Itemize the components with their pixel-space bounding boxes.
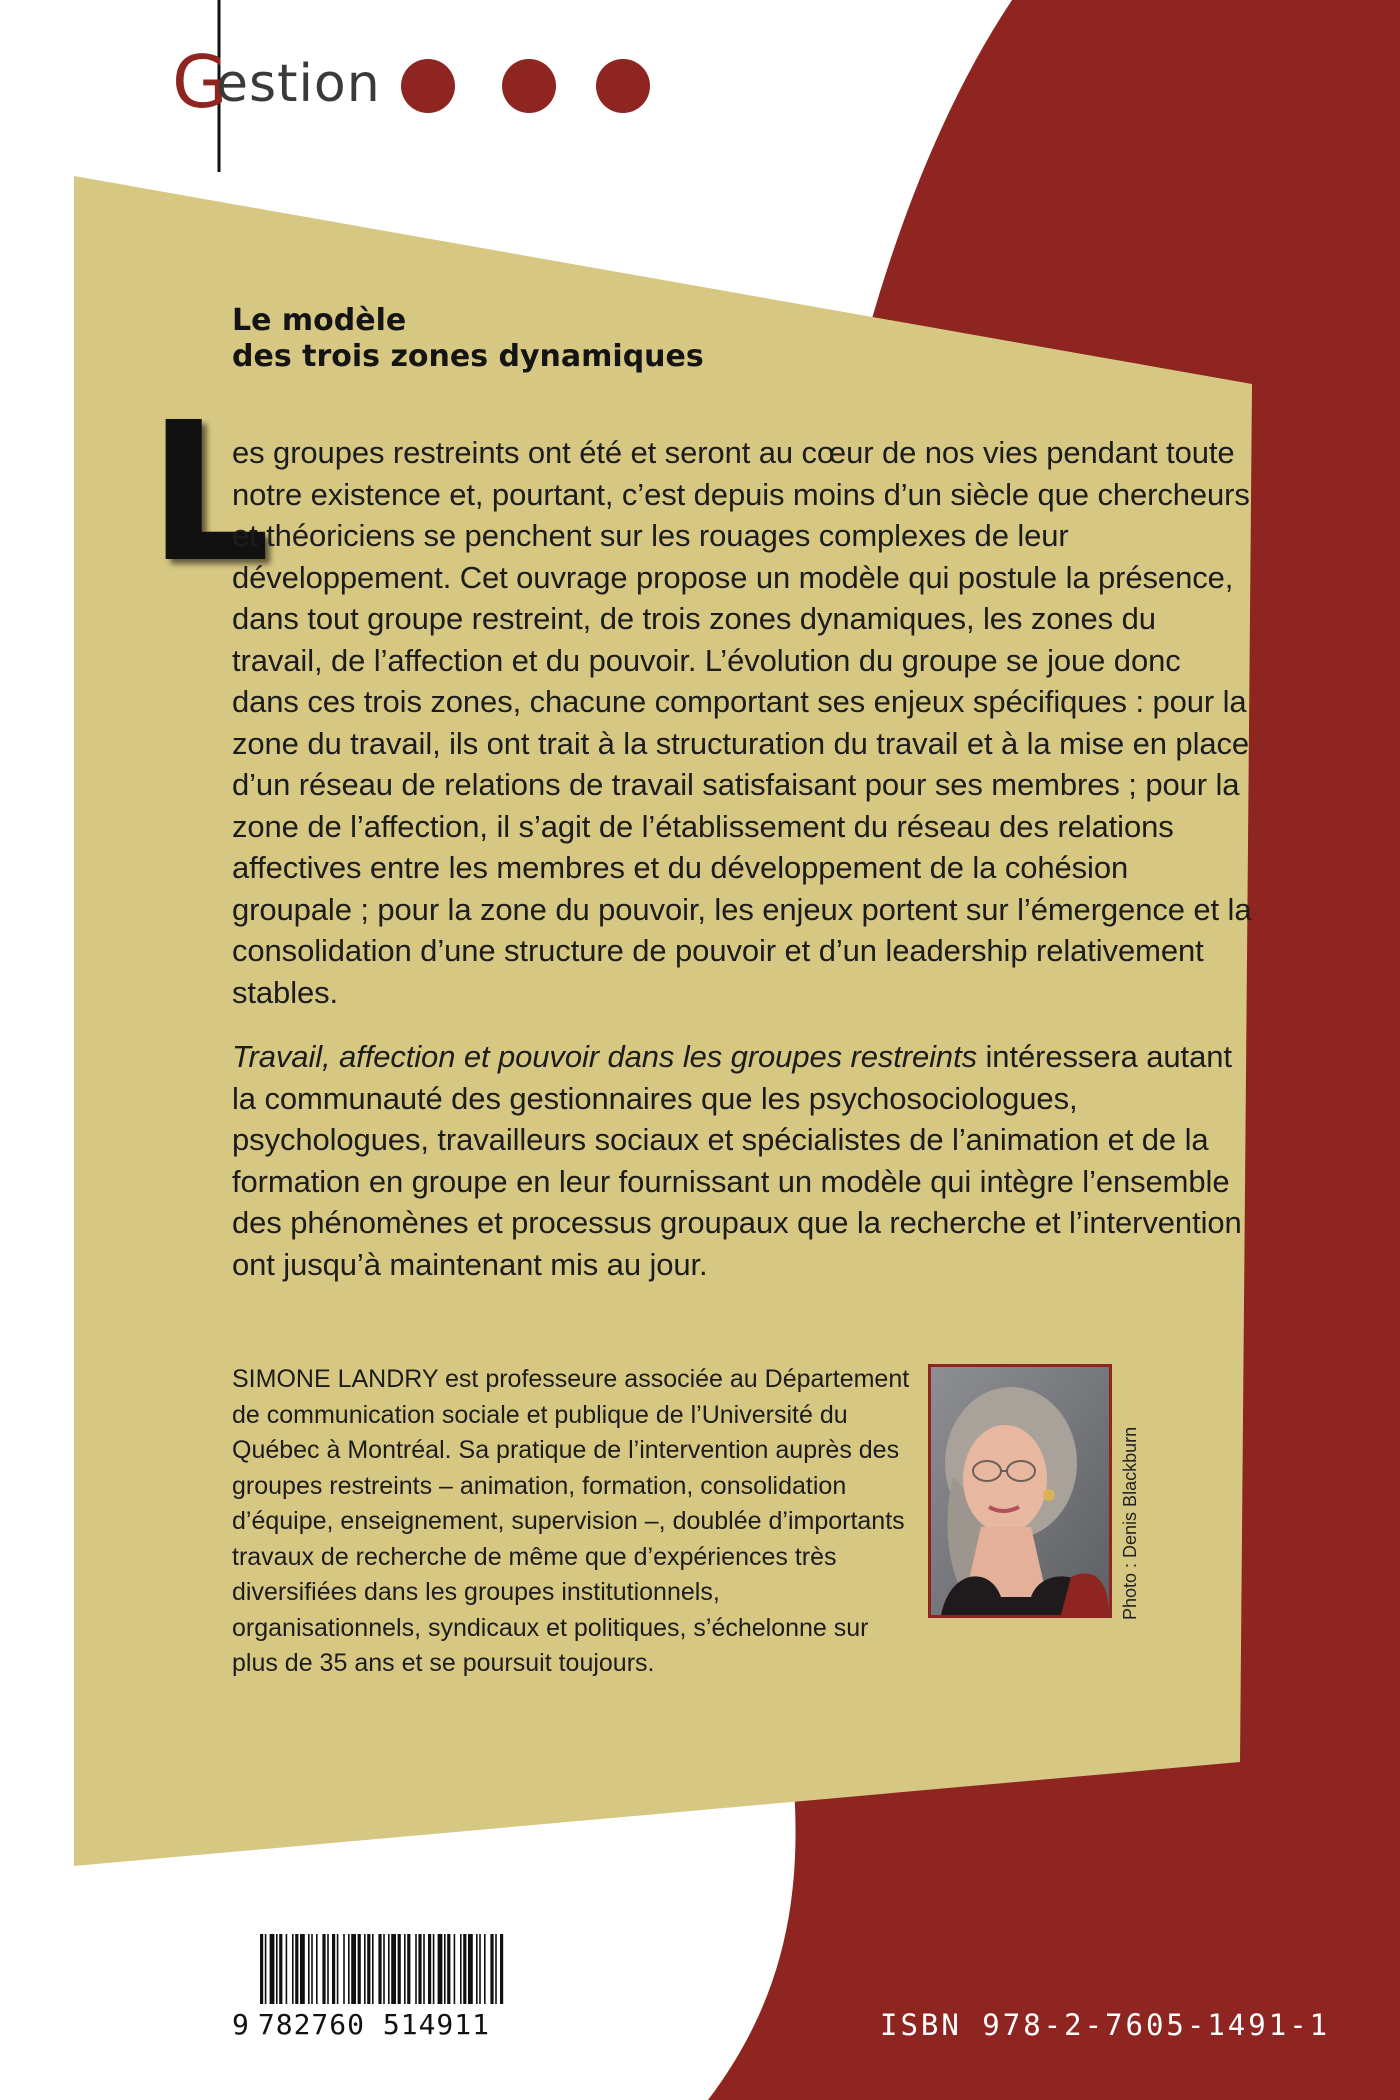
barcode-bar <box>343 1934 345 2004</box>
barcode-bar <box>316 1934 318 2004</box>
barcode-bar <box>433 1934 435 2004</box>
barcode-bar <box>415 1934 417 2004</box>
barcode-bar <box>286 1934 288 2004</box>
barcode-bar <box>265 1934 267 2004</box>
series-initial: G <box>172 40 228 124</box>
isbn-number: ISBN 978-2-7605-1491-1 <box>880 2008 1331 2042</box>
subtitle-line-1: Le modèle <box>232 303 407 338</box>
barcode-lead-digit: 9 <box>232 2008 250 2041</box>
header-dot-3 <box>596 59 650 113</box>
barcode-bar <box>388 1934 390 2004</box>
barcode-bar <box>460 1934 462 2004</box>
barcode-bar <box>327 1934 329 2004</box>
barcode-bar <box>367 1934 370 2004</box>
author-portrait-image <box>931 1367 1109 1615</box>
series-title: estion <box>216 54 381 114</box>
barcode-bar <box>332 1934 335 2004</box>
barcode-bar <box>484 1934 486 2004</box>
barcode-bar <box>351 1934 356 2004</box>
barcode-bar <box>447 1934 450 2004</box>
barcode-bar <box>364 1934 366 2004</box>
barcode-bar <box>383 1934 385 2004</box>
barcode-bar <box>279 1934 282 2004</box>
summary-paragraph-1: es groupes restreints ont été et seront au cœur de nos vies pendant toute notre existence et, pourtant, c’est depuis moins d’un siècle que chercheurs et théoriciens se penchent sur les rouages complexes de leur développement. Cet ouvrage propose un modèle qui postule la présence, dans tout groupe restreint, de trois zones dynamiques, les zones du travail, de l’affection et du pouvoir. L’évolution du groupe se joue donc dans ces trois zones, chacune comportant ses enjeux spécifiques : pour la zone du travail, ils ont trait à la structuration du travail et à la mise en place d’un réseau de relations de travail satisfaisant pour ses membres ; pour la zone de l’affection, il s’agit de l’établissement du réseau des relations affectives entre les membres et du développement de la cohésion groupale ; pour la zone du pouvoir, les enjeux portent sur l’émergence et la consolidation d’une structure de pouvoir et d’un leadership relativement stables. <box>232 435 1252 1010</box>
barcode-bar <box>292 1934 294 2004</box>
barcode-bar <box>407 1934 410 2004</box>
photo-credit: Photo : Denis Blackburn <box>1120 1426 1140 1620</box>
barcode-bar <box>454 1934 456 2004</box>
barcode-bar <box>500 1934 503 2004</box>
barcode-bar <box>423 1934 425 2004</box>
subtitle-line-2: des trois zones dynamiques <box>232 339 704 374</box>
barcode-bar <box>322 1934 325 2004</box>
barcode-bar <box>348 1934 350 2004</box>
drop-cap-letter: L <box>148 382 271 605</box>
barcode-bar <box>418 1934 421 2004</box>
header-dot-2 <box>502 59 556 113</box>
barcode-bar <box>372 1934 374 2004</box>
barcode-bar <box>378 1934 381 2004</box>
summary-paragraph-2-text: intéressera autant la communauté des gestionnaires que les psychosociologues, psychologues, travailleurs sociaux et spécialistes de l’animation et de la formation en groupe en leur fournissant un modèle qui intègre l’ensemble des phénomènes et processus groupaux que la recherche et l’intervention ont jusqu’à maintenant mis au jour. <box>232 1039 1242 1282</box>
barcode-bar <box>479 1934 481 2004</box>
barcode-bar <box>438 1934 443 2004</box>
barcode-bar <box>308 1934 310 2004</box>
barcode-bar <box>337 1934 339 2004</box>
barcode-bar <box>404 1934 406 2004</box>
barcode-bar <box>311 1934 313 2004</box>
barcode-bar <box>444 1934 446 2004</box>
barcode-bar <box>300 1934 305 2004</box>
barcode-bar <box>391 1934 396 2004</box>
author-photo <box>928 1364 1112 1618</box>
barcode-bar <box>463 1934 466 2004</box>
barcode-bar <box>398 1934 401 2004</box>
book-title-italic: Travail, affection et pouvoir dans les groupes restreints <box>232 1039 977 1074</box>
barcode-bar <box>428 1934 431 2004</box>
summary-paragraph-2 <box>232 1036 1252 1285</box>
barcode-digits <box>232 2008 490 2041</box>
barcode-bar <box>260 1934 263 2004</box>
barcode-number: 782760 514911 <box>257 2008 491 2041</box>
author-bio: SIMONE LANDRY est professeure associée au Département de communication sociale et publique de l’Université du Québec à Montréal. Sa pratique de l’intervention auprès des groupes restreints – animation, formation, consolidation d’équipe, enseignement, supervision –, doublée d’importants travaux de recherche de même que d’expériences très diversifiées dans les groupes institutionnels, organisationnels, syndicaux et politiques, s’échelonne sur plus de 35 ans et se poursuit toujours. <box>232 1365 910 1677</box>
barcode-bar <box>276 1934 278 2004</box>
barcode-bar <box>295 1934 298 2004</box>
barcode-bar <box>476 1934 478 2004</box>
barcode-bar <box>270 1934 275 2004</box>
barcode-bar <box>468 1934 473 2004</box>
barcode-bar <box>495 1934 497 2004</box>
barcode-bar <box>358 1934 361 2004</box>
barcode-bar <box>490 1934 493 2004</box>
header-dot-1 <box>401 59 455 113</box>
book-subtitle <box>232 303 932 375</box>
